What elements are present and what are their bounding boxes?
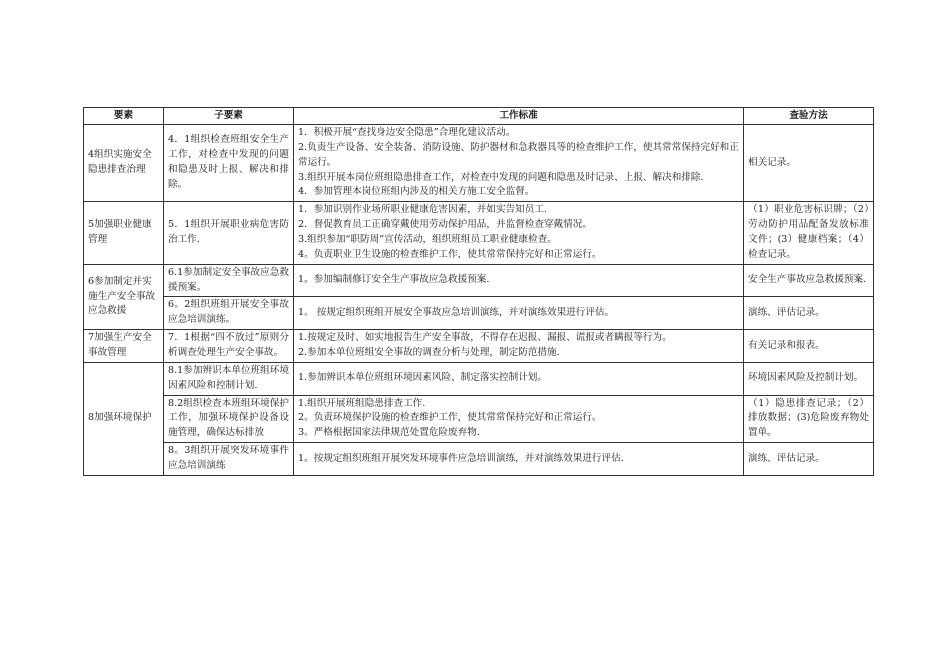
standard-item: 1．参加识别作业场所职业健康危害因素，并如实告知员工. (298, 204, 547, 216)
method-cell: 演练、评估记录。 (744, 443, 874, 476)
standard-item: 3。严格根据国家法律规范处置危险废弃物. (298, 427, 480, 439)
standard-item: 2。负责环境保护设施的检查维护工作，使其常常保持完好和正常运行。 (298, 412, 602, 424)
standard-item: 1。参加编制修订安全生产事故应急救援预案. (298, 274, 490, 286)
standard-item: 1.组织开展班组隐患排查工作. (298, 397, 426, 409)
sub-element-cell: 5．1组织开展职业病危害防治工作. (164, 202, 294, 264)
table-row (84, 395, 874, 443)
sub-element-cell: 8.2组织检查本班组环境保护工作，加强环境保护设备设施管理，确保达标排放 (164, 395, 294, 443)
standard-item: 2.负责生产设备、安全装备、消防设施、防护器材和急救器具等的检查维护工作，使其常常保持完好和正常运行。 (298, 141, 739, 168)
standard-item: 4。负责职业卫生设施的检查维护工作，使其常常保持完好和正常运行。 (298, 248, 602, 260)
standard-cell (294, 125, 744, 202)
header-check-method: 查验方法 (744, 108, 874, 125)
method-cell: 相关记录。 (744, 125, 874, 202)
standard-item: 1.参加辨识本单位班组环境因素风险、制定落实控制计划。 (298, 372, 547, 384)
sub-element-cell: 6。2组织班组开展安全事故应急培训演练。 (164, 297, 294, 330)
table-row (84, 202, 874, 264)
element-cell: 8加强环境保护 (84, 362, 164, 475)
standard-cell (294, 362, 744, 395)
table-row (84, 330, 874, 363)
method-cell: （1）职业危害标识牌；（2）劳动防护用品配备发放标准文件；(3）健康档案；（4）检查记录。 (744, 202, 874, 264)
sub-element-cell: 4．1组织检查班组安全生产工作，对检查中发现的问题和隐患及时上报、解决和排除。 (164, 125, 294, 202)
standard-item: 3.组织开展本岗位班组隐患排查工作，对检查中发现的问题和隐患及时记录、上报、解决和排除. (298, 171, 704, 183)
element-cell: 4组织实施安全隐患排查治理 (84, 125, 164, 202)
table-row (84, 362, 874, 395)
standard-cell (294, 297, 744, 330)
table-row (84, 443, 874, 476)
standard-item: 3.组织参加“职防周”宣传活动，组织班组员工职业健康检查。 (298, 234, 557, 246)
standard-item: 1．积极开展“查找身边安全隐患”合理化建议活动。 (298, 127, 516, 138)
standard-item: 4．参加管理本岗位班组内涉及的相关方施工安全监督。 (298, 186, 535, 198)
standard-cell (294, 395, 744, 443)
table-row (84, 264, 874, 297)
standard-cell (294, 330, 744, 363)
standard-cell (294, 264, 744, 297)
table-row (84, 125, 874, 202)
standard-item: 1.按规定及时、如实地报告生产安全事故，不得存在迟报、漏报、谎报或者瞒报等行为。 (298, 332, 672, 344)
sub-element-cell: 8。3组织开展突发环境事件应急培训演练 (164, 443, 294, 476)
header-element: 要素 (84, 108, 164, 125)
method-cell: 环境因素风险及控制计划。 (744, 362, 874, 395)
standard-item: 2．督促教育员工正确穿戴使用劳动保护用品，并监督检查穿戴情况。 (298, 219, 592, 231)
standard-cell (294, 443, 744, 476)
element-cell: 5加强职业健康管理 (84, 202, 164, 264)
standard-item: 1。 按规定组织班组开展安全事故应急培训演练，并对演练效果进行评估。 (298, 306, 615, 318)
method-cell: 有关记录和报表。 (744, 330, 874, 363)
method-cell: （1）隐患排查记录；（2）排放数据；(3)危险废弃物处置单。 (744, 395, 874, 443)
table-row (84, 297, 874, 330)
header-sub-element: 子要素 (164, 108, 294, 125)
table-header-row (84, 108, 874, 125)
element-cell: 6参加制定并实施生产安全事故应急救援 (84, 264, 164, 329)
sub-element-cell: 8.1参加辨识本单位班组环境因素风险和控制计划. (164, 362, 294, 395)
sub-element-cell: 6.1参加制定安全事故应急救援预案。 (164, 264, 294, 297)
standard-cell (294, 202, 744, 264)
method-cell: 安全生产事故应急救援预案. (744, 264, 874, 297)
method-cell: 演练、评估记录。 (744, 297, 874, 330)
header-work-standard: 工作标准 (294, 108, 744, 125)
element-cell: 7加强生产安全事故管理 (84, 330, 164, 363)
standard-item: 1。按规定组织班组开展突发环境事件应急培训演练，并对演练效果进行评估. (298, 452, 624, 464)
requirements-table (83, 107, 874, 476)
sub-element-cell: 7．1根据“四不放过”原则分析调查处理生产安全事故。 (164, 330, 294, 363)
standard-item: 2.参加本单位班组安全事故的调查分析与处理，制定防范措施. (298, 347, 560, 359)
